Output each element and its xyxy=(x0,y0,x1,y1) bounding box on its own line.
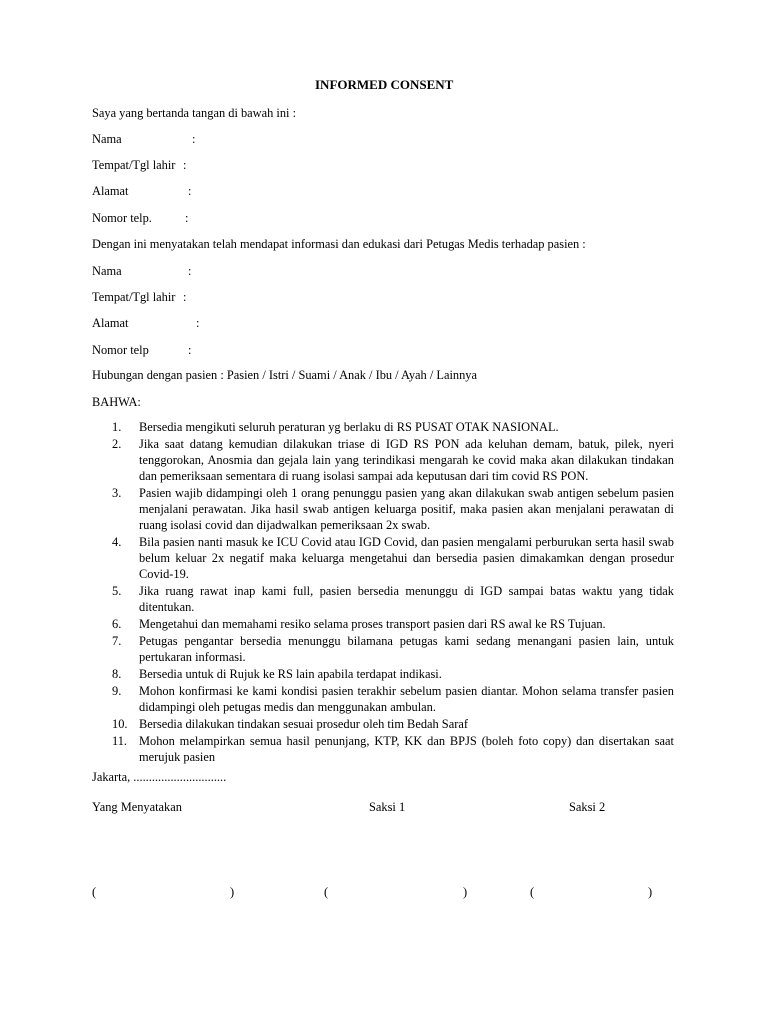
signer-address-colon: : xyxy=(188,184,192,198)
witness2-signature-close: ) xyxy=(648,885,653,899)
list-item-number: 9. xyxy=(112,684,122,698)
list-item xyxy=(112,419,674,435)
document-title: INFORMED CONSENT xyxy=(315,77,454,92)
patient-name-label: Nama xyxy=(92,264,122,278)
terms-list xyxy=(112,419,674,766)
witness1-signature-close: ) xyxy=(463,885,468,899)
list-item-text: Jika ruang rawat inap kami full, pasien bersedia menunggu di IGD sampai batas waktu yang tidak ditentukan. xyxy=(139,584,674,614)
witness2-label: Saksi 2 xyxy=(569,800,606,814)
list-item-number: 6. xyxy=(112,617,122,631)
signer-birth-colon: : xyxy=(183,158,187,172)
list-item-text: Mengetahui dan memahami resiko selama proses transport pasien dari RS awal ke RS Tujuan. xyxy=(139,617,606,631)
signer-address-label: Alamat xyxy=(92,184,129,198)
list-item-number: 8. xyxy=(112,667,122,681)
list-item xyxy=(112,666,674,682)
list-item-text: Bersedia mengikuti seluruh peraturan yg berlaku di RS PUSAT OTAK NASIONAL. xyxy=(139,420,559,434)
signer-name-colon: : xyxy=(192,132,196,146)
list-item xyxy=(112,616,674,632)
list-item-number: 4. xyxy=(112,535,122,549)
list-item xyxy=(112,633,674,665)
list-item-text: Bersedia untuk di Rujuk ke RS lain apabila terdapat indikasi. xyxy=(139,667,442,681)
patient-birth-label: Tempat/Tgl lahir xyxy=(92,290,176,304)
patient-address-colon: : xyxy=(196,316,200,330)
declarant-label: Yang Menyatakan xyxy=(92,800,182,814)
patient-phone-colon: : xyxy=(188,343,192,357)
signer-phone-label: Nomor telp. xyxy=(92,211,152,225)
patient-name-colon: : xyxy=(188,264,192,278)
list-item-text: Pasien wajib didampingi oleh 1 orang penunggu pasien yang akan dilakukan swab antigen sebelum pasien menjalani perawatan. Jika hasil swab antigen keluarga positif, maka pasien akan menjalani perawatan di ruang isolasi covid dan dijadwalkan pemeriksaan 2x swab. xyxy=(139,486,674,532)
witness2-signature-open: ( xyxy=(530,885,535,899)
intro-text: Saya yang bertanda tangan di bawah ini : xyxy=(92,106,297,120)
list-item-number: 5. xyxy=(112,584,122,598)
list-item-number: 7. xyxy=(112,634,122,648)
list-item xyxy=(112,534,674,582)
list-item xyxy=(112,436,674,484)
declarant-signature-close: ) xyxy=(230,885,235,899)
list-item xyxy=(112,733,674,765)
list-item-number: 11. xyxy=(112,734,128,748)
statement-text: Dengan ini menyatakan telah mendapat informasi dan edukasi dari Petugas Medis terhadap pasien : xyxy=(92,237,586,251)
list-item-number: 10. xyxy=(112,717,128,731)
list-item xyxy=(112,485,674,533)
list-item-text: Bila pasien nanti masuk ke ICU Covid atau IGD Covid, dan pasien mengalami perburukan serta hasil swab belum keluar 2x negatif maka keluarga mengetahui dan bersedia pasien dimakamkan dengan prosedur Covid-19. xyxy=(139,535,674,581)
relationship-text: Hubungan dengan pasien : Pasien / Istri / Suami / Anak / Ibu / Ayah / Lainnya xyxy=(92,368,477,382)
witness1-signature-open: ( xyxy=(324,885,329,899)
patient-birth-colon: : xyxy=(183,290,187,304)
list-item-number: 1. xyxy=(112,420,122,434)
list-item xyxy=(112,583,674,615)
list-item xyxy=(112,716,674,732)
signer-birth-label: Tempat/Tgl lahir xyxy=(92,158,176,172)
signer-phone-colon: : xyxy=(185,211,189,225)
list-item-text: Mohon konfirmasi ke kami kondisi pasien terakhir sebelum pasien diantar. Mohon selama transfer pasien didampingi oleh petugas medis dan menggunakan ambulan. xyxy=(139,684,674,714)
list-item-text: Petugas pengantar bersedia menunggu bilamana petugas kami sedang menangani pasien lain, untuk pertukaran informasi. xyxy=(139,634,674,664)
place-date: Jakarta, .............................. xyxy=(92,770,227,784)
list-item xyxy=(112,683,674,715)
list-item-number: 3. xyxy=(112,486,122,500)
list-item-text: Mohon melampirkan semua hasil penunjang, KTP, KK dan BPJS (boleh foto copy) dan disertakan saat merujuk pasien xyxy=(139,734,674,764)
list-item-text: Jika saat datang kemudian dilakukan triase di IGD RS PON ada keluhan demam, batuk, pilek, nyeri tenggorokan, Anosmia dan gejala lain yang terindikasi mengarah ke covid maka akan dilakukan tindakan dan pemeriksaan sementara di ruang isolasi sampai ada keputusan dari tim covid RS PON. xyxy=(139,437,674,483)
patient-address-label: Alamat xyxy=(92,316,129,330)
declarant-signature-open: ( xyxy=(92,885,97,899)
list-item-number: 2. xyxy=(112,437,122,451)
witness1-label: Saksi 1 xyxy=(369,800,406,814)
list-item-text: Bersedia dilakukan tindakan sesuai prosedur oleh tim Bedah Saraf xyxy=(139,717,468,731)
patient-phone-label: Nomor telp xyxy=(92,343,149,357)
signer-name-label: Nama xyxy=(92,132,122,146)
bahwa-heading: BAHWA: xyxy=(92,395,141,409)
